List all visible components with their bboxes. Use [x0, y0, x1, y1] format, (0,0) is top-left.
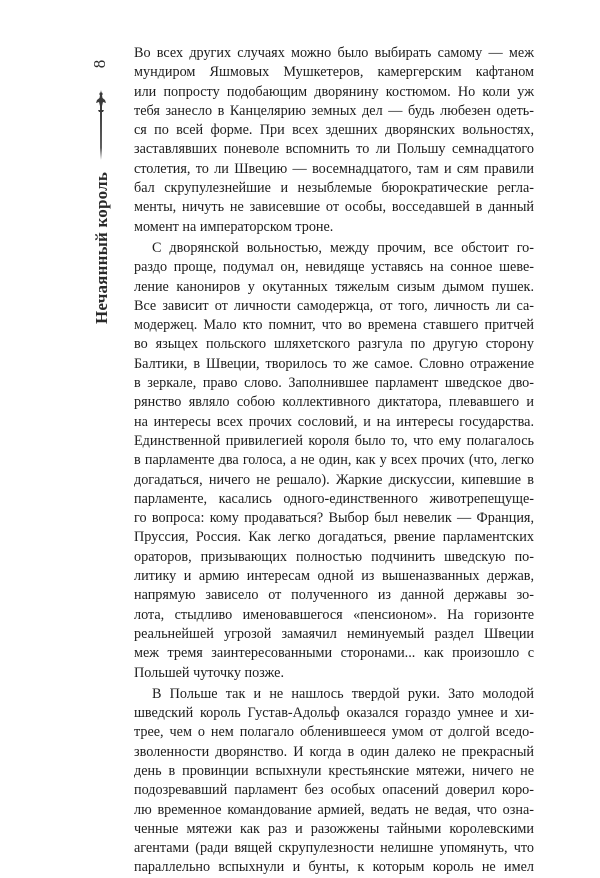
text-line: Во всех других случаях можно было выбирать самому — меж	[134, 45, 534, 61]
text-line: го вопроса: кому продаваться? Выбор был невелик — Франция,	[134, 510, 534, 527]
sword-ornament-icon	[94, 90, 108, 160]
text-line: ление канониров у окутанных тяжелым сизым дымом пушек.	[134, 278, 534, 295]
text-line: лота, стыдливо именовавшегося «пенсионом». На горизонте	[134, 606, 534, 623]
text-line: ченные мятежи как раз и разожжены тайными королевскими	[134, 820, 534, 837]
text-line: модержец. Мало кто помнит, что во времена ставшего притчей	[134, 317, 534, 334]
text-line: Пруссия, Россия. Как легко догадаться, рвение парламентских	[134, 529, 534, 546]
text-line: параллельно вспыхнули и бунты, к которым король не имел	[134, 859, 534, 876]
text-line: бал скрупулезнейшие и незыблемые бюрократические реглa-	[134, 180, 534, 197]
text-line: реальнейшей угрозой замаячил неминуемый раздел Швеции	[134, 625, 534, 642]
paragraph	[134, 44, 534, 237]
text-line: на интересы всех прочих сословий, и на интересы государства.	[134, 413, 534, 430]
text-line: подозревавший парламент без особых опасений доверил коро-	[134, 782, 534, 799]
text-line: мундиром Яшмовых Мушкетеров, камергерским кафтаном	[134, 64, 534, 81]
text-line: в зеркале, право слово. Заполнившее парламент шведское дво-	[134, 375, 534, 392]
text-line: литику и армию интересам одной из вышеназванных держав,	[134, 568, 534, 585]
text-line: догадаться, ничего не решало). Жаркие дискуссии, кипевшие в	[134, 471, 534, 488]
running-title: Нечаянный король	[92, 171, 111, 325]
text-line: момент на императорском троне.	[134, 218, 334, 235]
text-line: ораторов, призывающих полностью подчинить шведскую по-	[134, 548, 534, 565]
text-line: Единственной привилегией короля было то, что ему полагалось	[134, 432, 534, 449]
text-line: парламенте, касались одного-единственного животрепещуще-	[134, 490, 534, 507]
text-line: Балтики, в Швеции, творилось то же самое. Словно отражение	[134, 355, 534, 372]
paragraph	[134, 685, 534, 878]
text-line: рянство являло собою коллективного диктатора, плевавшего и	[134, 394, 534, 411]
text-line: тебя занесло в Канцелярию земных дел — будь любезен одеть-	[134, 102, 534, 119]
text-line: ся по всей форме. При всех здешних дворянских вольностях,	[134, 122, 534, 139]
text-line: трее, чем о нем полагало обленившееся умом от долгой вседо-	[134, 724, 534, 741]
text-line: день в провинции вспыхнули крестьянские мятежи, ничего не	[134, 762, 534, 779]
text-line: Польшей чуточку позже.	[134, 664, 284, 681]
paragraph	[134, 239, 534, 683]
text-line: агентами (ради вящей скрупулезности нелишне упомянуть, что	[134, 840, 534, 857]
text-line: лю временное командование армией, ведать не ведая, что озна-	[134, 801, 534, 818]
body-text	[134, 44, 534, 878]
text-line: менты, ничуть не зависевшие от особы, восседавшей в данный	[134, 199, 534, 216]
text-line: зволенности дворянство. И когда в один далеко не прекрасный	[134, 743, 534, 760]
text-line: С дворянской вольностью, между прочим, все обстоит го-	[152, 239, 534, 256]
text-line: в парламенте два голоса, а не один, как у всех прочих (что, легко	[134, 452, 534, 469]
text-line: Все зависит от личности самодержца, от того, личность ли са-	[134, 297, 534, 314]
text-line: заставлявших поневоле вспомнить то ли Польшу семнадцатого	[134, 141, 534, 158]
text-line: шведский король Густав-Адольф оказался гораздо умнее и хи-	[134, 705, 534, 722]
text-line: во языцех польского шляхетского разгула по другую сторону	[134, 336, 534, 353]
text-line: В Польше так и не нашлось твердой руки. Зато молодой	[152, 685, 534, 702]
page-number: 8	[90, 59, 109, 69]
text-line: раздо проще, подумал он, невидяще уставясь на сонное шеве-	[134, 259, 534, 276]
text-line: напрямую зависело от полученного из данной державы зо-	[134, 587, 534, 604]
text-line: или попросту подобающим дворянину костюмом. Но коли уж	[134, 83, 534, 100]
text-line: меж тремя заинтересованными сторонами... как произошло с	[134, 645, 534, 662]
text-line: столетия, то ли Швецию — восемнадцатого, там и сям правили	[134, 160, 534, 177]
